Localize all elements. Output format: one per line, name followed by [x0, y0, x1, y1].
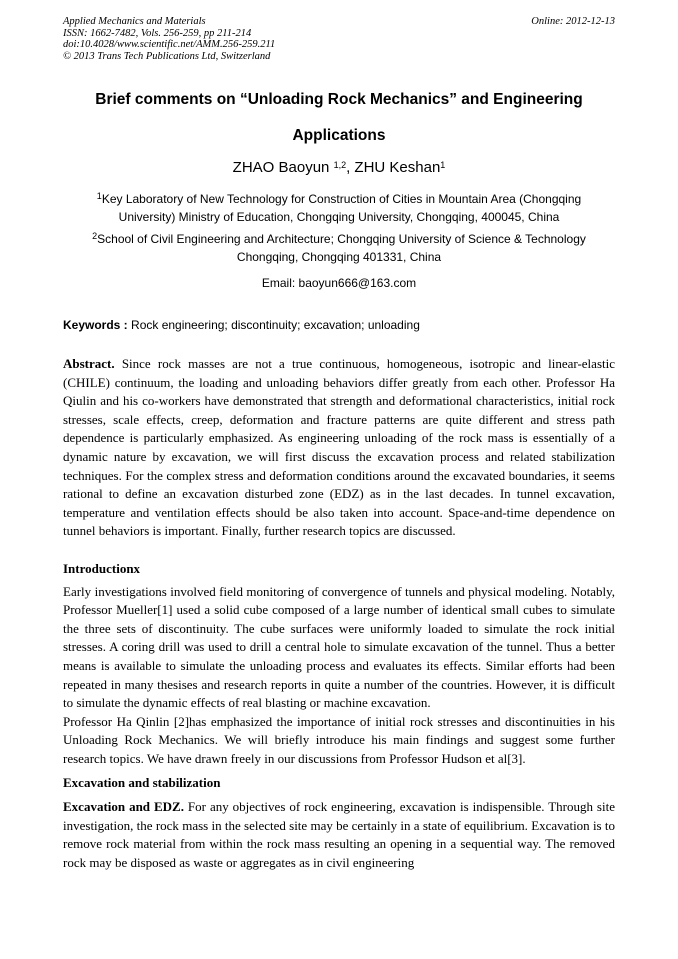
introduction-paragraph-2: Professor Ha Qinlin [2]has emphasized the importance of initial rock stresses and discontinuities in his Unloading Rock Mechanics. We will briefly introduce his main findings and suggest some further research topics. We have drawn freely in our discussions from Professor Hudson et al[3].: [63, 713, 615, 766]
author-1: ZHAO Baoyun: [232, 159, 334, 176]
excavation-paragraph: [63, 798, 615, 872]
paper-title-line-1: Brief comments on “Unloading Rock Mechanics” and Engineering: [95, 91, 583, 108]
abstract-text: Since rock masses are not a true continuous, homogeneous, isotropic and linear-elastic (CHILE) continuum, the loading and unloading behaviors differ greatly from each other. Professor Ha Qiulin and his co-workers have demonstrated that strength and deformational characteristics, initial rock stresses, scale effects, creep, deformation and fracture patterns are quite different and stress path dependence is particularly emphasized. As engineering unloading of the rock mass is essentially of a dynamic nature by excavation, we will first discuss the excavation process and related stabilization techniques. For the complex stress and deformation conditions around the excavated boundaries, it seems rational to define an excavation disturbed zone (EDZ) as in the last decades. In tunnel excavation, temperature and ventilation effects should be also taken into account. Space-and-time dependence on tunnel behaviors is important. Finally, further research topics are discussed.: [63, 356, 615, 539]
issn-line: ISSN: 1662-7482, Vols. 256-259, pp 211-214: [63, 27, 252, 39]
doi-line: doi:10.4028/www.scientific.net/AMM.256-259.211: [63, 39, 276, 50]
publication-header: [63, 16, 615, 62]
author-2-affil: 1: [440, 160, 446, 170]
author-list: [63, 158, 615, 178]
affiliation-1-mark: 1: [96, 191, 102, 201]
keywords-text: Rock engineering; discontinuity; excavation; unloading: [127, 318, 420, 332]
keywords-label: Keywords :: [63, 318, 128, 332]
keywords: [63, 316, 615, 334]
copyright-line: © 2013 Trans Tech Publications Ltd, Switzerland: [63, 50, 271, 62]
author-separator: ,: [346, 159, 355, 176]
excavation-lead: Excavation and EDZ.: [63, 799, 184, 815]
excavation-text: For any objectives of rock engineering, excavation is indispensible. Through site investigation, the rock mass in the selected site may be certainly in a state of equilibrium. Excavation is to remove rock material from within the rock mass resulting an opening in a sequential way. The removed rock may be disposed as waste or aggregates as in civil engineering: [63, 799, 615, 870]
online-date: Online: 2012-12-13: [531, 16, 615, 27]
introduction-paragraph-1: Early investigations involved field monitoring of convergence of tunnels and physical modeling. Notably, Professor Mueller[1] used a solid cube composed of a large number of identical small cubes to simulate the three sets of discontinuity. The cube surfaces were uniformly loaded to simulate the rock initial stresses. A coring drill was used to drill a central hole to simulate excavation of the tunnel. Thus a better means is available to simulate the unloading process and evaluates its effects. Similar efforts had been repeated in many thesises and research reports in quite a number of the countries. However, it is difficult to simulate the dynamic effects of real blasting or machine excavation.: [63, 583, 615, 711]
affiliation-1: [63, 190, 615, 226]
affiliation-2-text: School of Civil Engineering and Architecture; Chongqing University of Science & Technology Chongqing, Chongqing 401331, China: [97, 232, 586, 264]
introduction-heading: Introductionx: [63, 560, 141, 576]
abstract: [63, 355, 615, 541]
author-1-affil: 1,2: [333, 160, 347, 170]
paper-title: [63, 82, 615, 154]
paper-title-line-2: Applications: [292, 127, 386, 144]
affiliation-2-mark: 2: [92, 231, 98, 241]
excavation-heading: Excavation and stabilization: [63, 775, 221, 791]
abstract-label: Abstract.: [63, 356, 115, 371]
author-2: ZHU Keshan: [354, 159, 441, 176]
contact-email: Email: baoyun666@163.com: [261, 276, 417, 290]
journal-name: Applied Mechanics and Materials: [63, 16, 206, 27]
affiliation-2: [63, 230, 615, 266]
affiliation-1-text: Key Laboratory of New Technology for Construction of Cities in Mountain Area (Chongqing University) Ministry of Education, Chongqing University, Chongqing, 400045, China: [101, 192, 582, 224]
